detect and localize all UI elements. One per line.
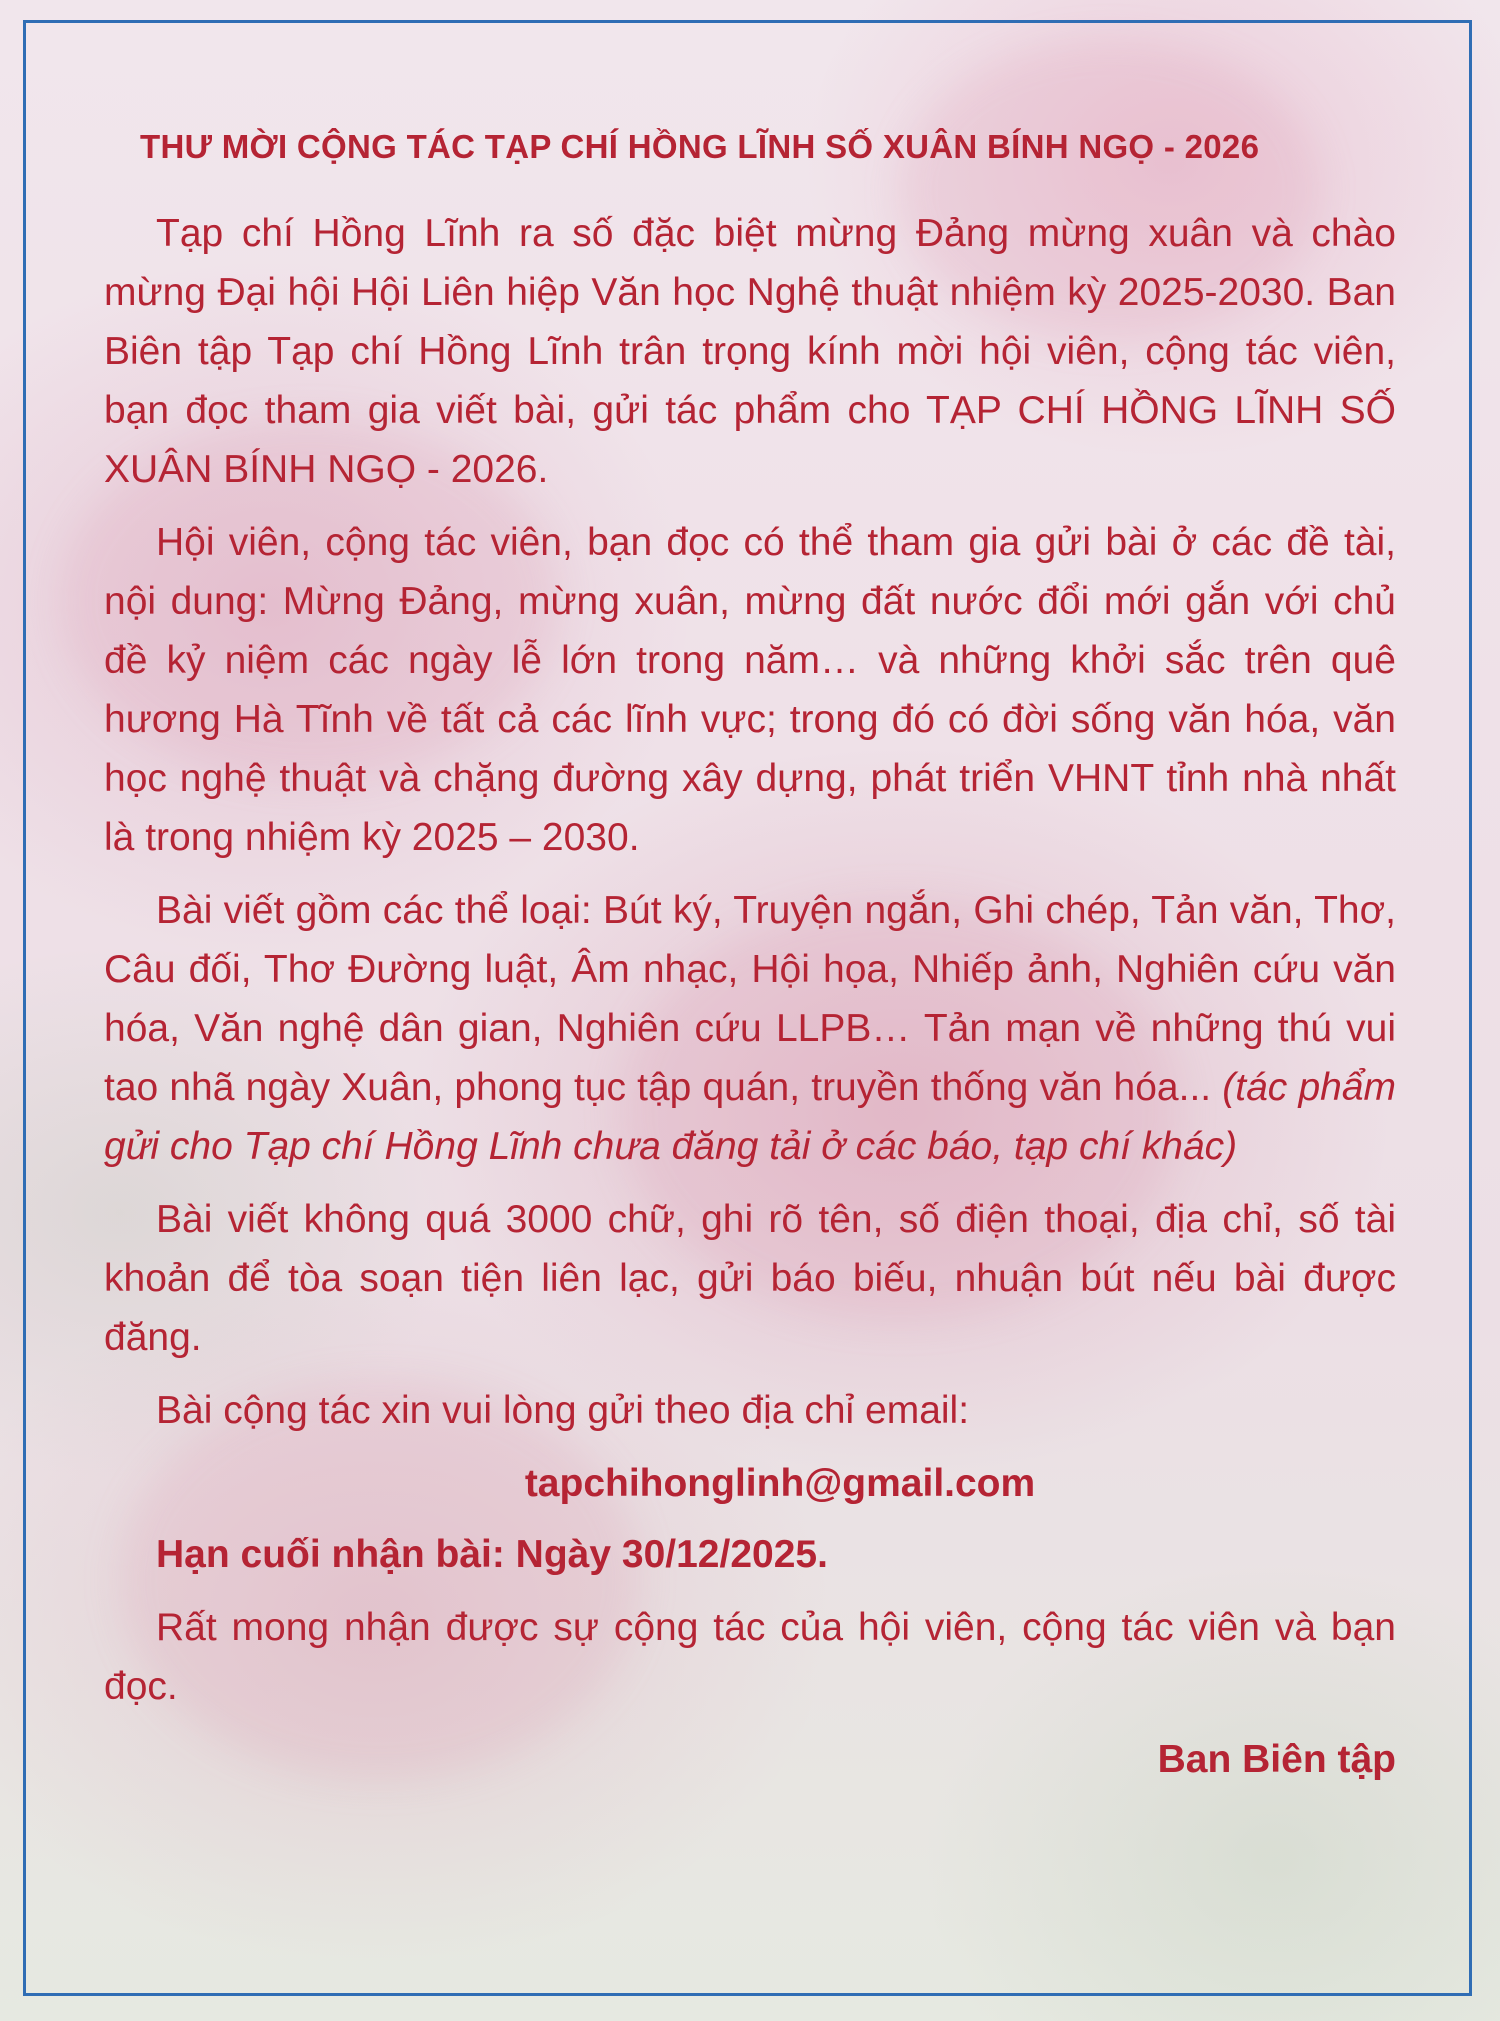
paragraph-intro: Tạp chí Hồng Lĩnh ra số đặc biệt mừng Đảng mừng xuân và chào mừng Đại hội Hội Liên hiệp Văn học Nghệ thuật nhiệm kỳ 2025-2030. Ban Biên tập Tạp chí Hồng Lĩnh trân trọng kính mời hội viên, cộng tác viên, bạn đọc tham gia viết bài, gửi tác phẩm cho TẠP CHÍ HỒNG LĨNH SỐ XUÂN BÍNH NGỌ - 2026. bbox=[104, 212, 1396, 491]
paragraph-closing: Rất mong nhận được sự cộng tác của hội viên, cộng tác viên và bạn đọc. bbox=[104, 1606, 1396, 1708]
paragraph-requirements: Bài viết không quá 3000 chữ, ghi rõ tên, số điện thoại, địa chỉ, số tài khoản để tòa soạn tiện liên lạc, gửi báo biếu, nhuận bút nếu bài được đăng. bbox=[104, 1198, 1396, 1359]
paragraph-email-intro: Bài cộng tác xin vui lòng gửi theo địa chỉ email: bbox=[156, 1389, 970, 1432]
genres-note: (tác phẩm gửi cho Tạp chí Hồng Lĩnh chưa đăng tải ở các báo, tạp chí khác) bbox=[104, 1066, 1396, 1168]
signature: Ban Biên tập bbox=[1157, 1738, 1396, 1781]
submission-deadline: Hạn cuối nhận bài: Ngày 30/12/2025. bbox=[156, 1533, 828, 1576]
invitation-letter bbox=[104, 128, 1396, 1789]
letter-title: THƯ MỜI CỘNG TÁC TẠP CHÍ HỒNG LĨNH SỐ XUÂN BÍNH NGỌ - 2026 bbox=[140, 128, 1260, 165]
genres-text: Bài viết gồm các thể loại: Bút ký, Truyện ngắn, Ghi chép, Tản văn, Thơ, Câu đối, Thơ Đường luật, Âm nhạc, Hội họa, Nhiếp ảnh, Nghiên cứu văn hóa, Văn nghệ dân gian, Nghiên cứu LLPB… Tản mạn về những thú vui tao nhã ngày Xuân, phong tục tập quán, truyền thống văn hóa... bbox=[104, 889, 1396, 1109]
contact-email[interactable]: tapchihonglinh@gmail.com bbox=[524, 1462, 1036, 1505]
paragraph-topics: Hội viên, cộng tác viên, bạn đọc có thể tham gia gửi bài ở các đề tài, nội dung: Mừng Đảng, mừng xuân, mừng đất nước đổi mới gắn với chủ đề kỷ niệm các ngày lễ lớn trong năm… và những khởi sắc trên quê hương Hà Tĩnh về tất cả các lĩnh vực; trong đó có đời sống văn hóa, văn học nghệ thuật và chặng đường xây dựng, phát triển VHNT tỉnh nhà nhất là trong nhiệm kỳ 2025 – 2030. bbox=[104, 521, 1396, 859]
paragraph-genres bbox=[104, 881, 1396, 1176]
